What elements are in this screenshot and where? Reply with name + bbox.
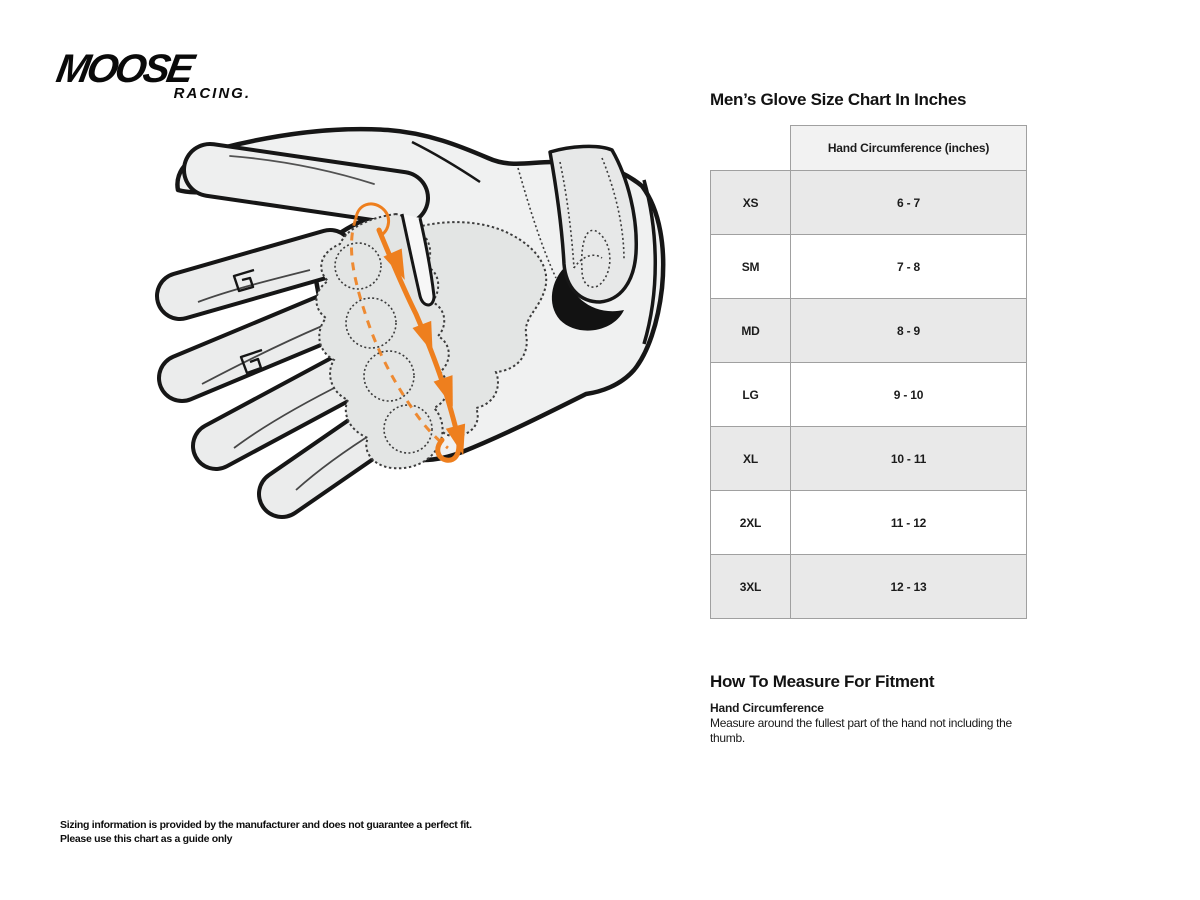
how-to-measure-section (710, 672, 1045, 746)
table-row-3xl (711, 555, 1027, 619)
table-row-lg (711, 363, 1027, 427)
table-row-2xl (711, 491, 1027, 555)
logo-subtext: RACING. (173, 85, 251, 102)
table-row-md (711, 299, 1027, 363)
table-corner-cell (711, 126, 791, 171)
table-row-xs (711, 171, 1027, 235)
size-chart-table (710, 125, 1027, 619)
size-label: XL (711, 427, 791, 491)
table-row-xl (711, 427, 1027, 491)
size-range: 10 - 11 (791, 427, 1027, 491)
sizing-disclaimer (60, 818, 472, 846)
size-range: 11 - 12 (791, 491, 1027, 555)
moose-racing-logo (53, 47, 257, 102)
size-chart-title: Men’s Glove Size Chart In Inches (710, 90, 967, 109)
size-label: LG (711, 363, 791, 427)
size-range: 7 - 8 (791, 235, 1027, 299)
hand-circumference-label: Hand Circumference (710, 701, 824, 715)
column-header-hand-circumference: Hand Circumference (inches) (791, 126, 1027, 171)
disclaimer-line-1: Sizing information is provided by the manufacturer and does not guarantee a perfect fit. (60, 819, 472, 831)
glove-diagram-svg (150, 118, 685, 523)
size-label: XS (711, 171, 791, 235)
size-label: 2XL (711, 491, 791, 555)
size-range: 9 - 10 (791, 363, 1027, 427)
size-label: SM (711, 235, 791, 299)
size-range: 12 - 13 (791, 555, 1027, 619)
disclaimer-line-2: Please use this chart as a guide only (60, 833, 233, 846)
how-to-measure-title: How To Measure For Fitment (710, 672, 935, 691)
size-label: 3XL (711, 555, 791, 619)
size-range: 6 - 7 (791, 171, 1027, 235)
glove-measurement-diagram (150, 118, 685, 523)
logo-wordmark: MOOSE (53, 47, 195, 91)
table-header-row (711, 126, 1027, 171)
table-row-sm (711, 235, 1027, 299)
hand-circumference-instructions: Measure around the fullest part of the hand not including the thumb. (710, 716, 1012, 745)
size-label: MD (711, 299, 791, 363)
size-range: 8 - 9 (791, 299, 1027, 363)
